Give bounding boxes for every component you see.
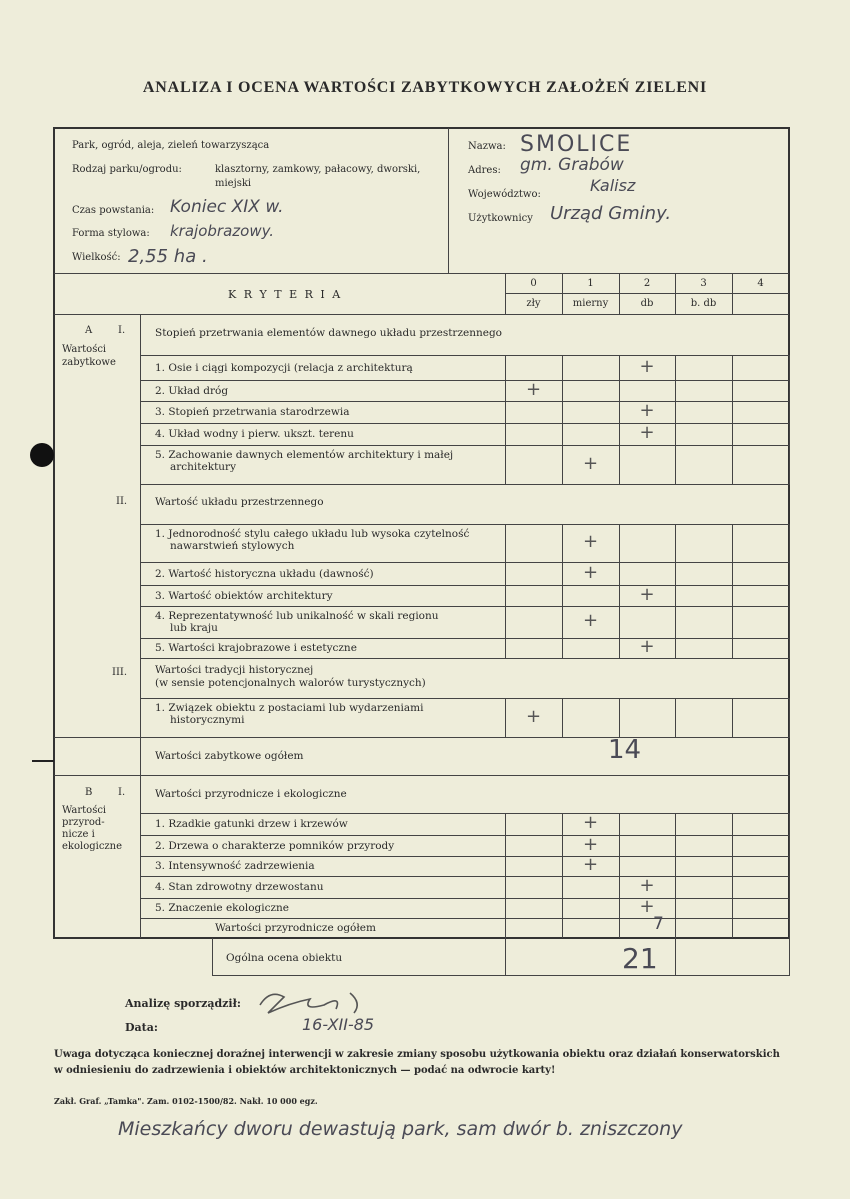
score-cell-divider-3 bbox=[675, 813, 676, 835]
zabytkowe-total-value: 14 bbox=[608, 735, 642, 765]
score-cell-divider-4 bbox=[732, 562, 733, 585]
total-cell-divider-3 bbox=[675, 918, 676, 938]
score-cell-divider-5 bbox=[789, 898, 790, 918]
score-cell-divider-3 bbox=[675, 445, 676, 484]
section-b-name-line4: ekologiczne bbox=[62, 841, 123, 852]
score-mark: + bbox=[639, 875, 655, 896]
section-b-letter: B bbox=[85, 787, 93, 798]
score-cell-divider-2 bbox=[619, 856, 620, 876]
criterion-text: 4. Układ wodny i pierw. ukszt. terenu bbox=[155, 428, 354, 440]
score-cell-divider-3 bbox=[675, 606, 676, 638]
score-cell-divider-4 bbox=[732, 606, 733, 638]
nazwa-label: Nazwa: bbox=[468, 141, 506, 152]
score-cell-divider-0 bbox=[505, 562, 506, 585]
row-line bbox=[140, 380, 790, 381]
score-cell-divider-3 bbox=[675, 585, 676, 606]
score-cell-divider-1 bbox=[562, 638, 563, 658]
criterion-text: 4. Stan zdrowotny drzewostanu bbox=[155, 881, 324, 893]
przyrodnicze-total-value: 7 bbox=[653, 914, 664, 934]
row-line bbox=[140, 737, 790, 738]
score-cell-divider-4 bbox=[732, 401, 733, 423]
score-cell-divider-0 bbox=[505, 898, 506, 918]
row-line bbox=[140, 401, 790, 402]
group-a3-bottom-line bbox=[140, 698, 790, 699]
score-header-divider-3 bbox=[675, 274, 676, 314]
score-mark: + bbox=[582, 833, 599, 855]
score-cell-divider-1 bbox=[562, 423, 563, 445]
total-cell-divider-1 bbox=[562, 918, 563, 938]
row-line bbox=[140, 585, 790, 586]
score-cell-divider-4 bbox=[732, 898, 733, 918]
score-cell-divider-3 bbox=[675, 355, 676, 380]
score-cell-divider-3 bbox=[675, 423, 676, 445]
section-b-name-line2: przyrod- bbox=[62, 817, 105, 828]
section-b-name-line1: Wartości bbox=[62, 805, 107, 816]
criterion-text-cont: historycznymi bbox=[170, 714, 245, 726]
score-cell-divider-5 bbox=[789, 835, 790, 856]
total-cell-divider-0 bbox=[505, 918, 506, 938]
overall-label: Ogólna ocena obiektu bbox=[226, 952, 343, 964]
score-cell-divider-1 bbox=[562, 876, 563, 898]
score-cell-divider-2 bbox=[619, 445, 620, 484]
criterion-text: 3. Stopień przetrwania starodrzewia bbox=[155, 406, 350, 418]
score-cell-divider-0 bbox=[505, 698, 506, 737]
criterion-text: 5. Zachowanie dawnych elementów architektury i małej bbox=[155, 449, 454, 461]
czas-label: Czas powstania: bbox=[72, 205, 155, 216]
row-line bbox=[140, 856, 790, 857]
score-cell-divider-4 bbox=[732, 835, 733, 856]
fold-mark bbox=[32, 760, 54, 762]
criterion-text: 1. Jednorodność stylu całego układu lub wysoka czytelność bbox=[155, 528, 470, 540]
row-line bbox=[140, 423, 790, 424]
overall-value: 21 bbox=[622, 942, 658, 975]
group-a1-bottom-line bbox=[140, 355, 790, 356]
score-cell-divider-1 bbox=[562, 562, 563, 585]
notice-line1: Uwaga dotycząca koniecznej doraźnej interwencji w zakresie zmiany sposobu użytkowania obiektu oraz działań konserwatorskich bbox=[54, 1049, 780, 1060]
total-cell-divider-2 bbox=[619, 918, 620, 938]
section-b-name-line3: nicze i bbox=[62, 829, 95, 840]
section-a-name-line1: Wartości bbox=[62, 344, 107, 355]
criteria-header-bottom-line bbox=[54, 314, 789, 315]
data-value: 16-XII-85 bbox=[302, 1015, 375, 1034]
score-header-divider-1 bbox=[562, 274, 563, 314]
score-cell-divider-0 bbox=[505, 355, 506, 380]
notice-line2: w odniesieniu do zadrzewienia i obiektów architektonicznych — podać na odwrocie karty! bbox=[54, 1065, 556, 1076]
score-cell-divider-5 bbox=[789, 524, 790, 562]
header-bottom-line bbox=[54, 273, 789, 274]
section-a-letter: A bbox=[85, 325, 93, 336]
czas-value: Koniec XIX w. bbox=[170, 197, 284, 217]
score-cell-divider-5 bbox=[789, 638, 790, 658]
score-header-3: 3 bbox=[700, 278, 707, 289]
section-a-total-line bbox=[54, 737, 141, 738]
score-cell-divider-2 bbox=[619, 835, 620, 856]
score-cell-divider-2 bbox=[619, 898, 620, 918]
score-cell-divider-4 bbox=[732, 380, 733, 401]
group-a1-title: Stopień przetrwania elementów dawnego układu przestrzennego bbox=[155, 327, 502, 339]
rating-header-1: mierny bbox=[572, 298, 609, 309]
score-cell-divider-2 bbox=[619, 876, 620, 898]
nazwa-value: SMOLICE bbox=[520, 132, 633, 157]
score-cell-divider-3 bbox=[675, 524, 676, 562]
score-cell-divider-2 bbox=[619, 401, 620, 423]
score-mark: + bbox=[582, 561, 599, 583]
score-cell-divider-0 bbox=[505, 606, 506, 638]
score-mark: + bbox=[582, 531, 599, 552]
row-line bbox=[140, 918, 790, 919]
score-header-divider-0 bbox=[505, 274, 506, 314]
score-cell-divider-1 bbox=[562, 835, 563, 856]
score-cell-divider-0 bbox=[505, 876, 506, 898]
score-mark: + bbox=[639, 896, 655, 917]
forma-label: Forma stylowa: bbox=[72, 228, 150, 239]
group-a2-bottom-line bbox=[140, 524, 790, 525]
score-mark: + bbox=[582, 610, 599, 631]
criterion-text-cont: lub kraju bbox=[170, 622, 218, 634]
score-cell-divider-1 bbox=[562, 813, 563, 835]
print-info: Zakł. Graf. „Tamka". Zam. 0102-1500/82. Nakł. 10 000 egz. bbox=[54, 1096, 318, 1106]
header-divider bbox=[448, 128, 449, 273]
score-header-2: 2 bbox=[643, 278, 651, 289]
overall-divider-2 bbox=[675, 938, 676, 976]
criterion-text: 1. Rzadkie gatunki drzew i krzewów bbox=[155, 818, 348, 830]
score-cell-divider-4 bbox=[732, 445, 733, 484]
score-cell-divider-3 bbox=[675, 380, 676, 401]
group-a3-title-line1: Wartości tradycji historycznej bbox=[155, 664, 314, 676]
criterion-text: 1. Osie i ciągi kompozycji (relacja z architekturą bbox=[155, 361, 413, 374]
score-cell-divider-0 bbox=[505, 835, 506, 856]
score-cell-divider-3 bbox=[675, 698, 676, 737]
score-mark: + bbox=[639, 422, 655, 443]
score-cell-divider-2 bbox=[619, 423, 620, 445]
score-mark: + bbox=[525, 378, 542, 400]
total-cell-divider-4 bbox=[732, 918, 733, 938]
score-cell-divider-2 bbox=[619, 813, 620, 835]
score-cell-divider-3 bbox=[675, 401, 676, 423]
przyrodnicze-total-label: Wartości przyrodnicze ogółem bbox=[215, 922, 376, 934]
group-a3-title-line2: (w sensie potencjonalnych walorów turystycznych) bbox=[155, 677, 426, 689]
score-cell-divider-4 bbox=[732, 698, 733, 737]
criterion-text: 2. Wartość historyczna układu (dawność) bbox=[155, 567, 374, 580]
score-cell-divider-5 bbox=[789, 445, 790, 484]
section-a-roman2: II. bbox=[116, 496, 128, 507]
criterion-text-cont: nawarstwień stylowych bbox=[170, 540, 295, 552]
score-cell-divider-5 bbox=[789, 355, 790, 380]
score-cell-divider-3 bbox=[675, 876, 676, 898]
criterion-text: 5. Wartości krajobrazowe i estetyczne bbox=[155, 642, 357, 654]
rodzaj-label: Rodzaj parku/ogrodu: bbox=[72, 164, 182, 175]
score-cell-divider-1 bbox=[562, 445, 563, 484]
section-a-name-line2: zabytkowe bbox=[62, 357, 116, 368]
park-type-label: Park, ogród, aleja, zieleń towarzysząca bbox=[72, 140, 270, 151]
group-b1-title: Wartości przyrodnicze i ekologiczne bbox=[155, 788, 347, 800]
score-cell-divider-0 bbox=[505, 585, 506, 606]
score-cell-divider-4 bbox=[732, 856, 733, 876]
criterion-text: 5. Znaczenie ekologiczne bbox=[155, 902, 290, 914]
score-cell-divider-2 bbox=[619, 698, 620, 737]
adres-label: Adres: bbox=[468, 165, 501, 176]
section-b-top-line bbox=[54, 775, 141, 776]
score-cell-divider-3 bbox=[675, 856, 676, 876]
score-mark: + bbox=[525, 705, 542, 727]
score-cell-divider-5 bbox=[789, 562, 790, 585]
score-cell-divider-4 bbox=[732, 423, 733, 445]
rating-header-0: zły bbox=[526, 298, 541, 309]
score-cell-divider-4 bbox=[732, 813, 733, 835]
score-cell-divider-0 bbox=[505, 856, 506, 876]
row-line bbox=[140, 638, 790, 639]
data-label: Data: bbox=[125, 1021, 158, 1034]
wielkosc-label: Wielkość: bbox=[72, 252, 121, 263]
score-cell-divider-5 bbox=[789, 401, 790, 423]
analiza-signature bbox=[250, 985, 380, 1019]
score-cell-divider-5 bbox=[789, 606, 790, 638]
row-line bbox=[140, 898, 790, 899]
score-header-mid-line bbox=[505, 293, 789, 294]
score-cell-divider-1 bbox=[562, 355, 563, 380]
score-mark: + bbox=[639, 636, 655, 657]
score-cell-divider-4 bbox=[732, 638, 733, 658]
section-b-roman: I. bbox=[118, 787, 126, 798]
score-cell-divider-1 bbox=[562, 585, 563, 606]
criterion-text: 2. Układ dróg bbox=[155, 384, 229, 397]
score-cell-divider-1 bbox=[562, 698, 563, 737]
score-cell-divider-2 bbox=[619, 638, 620, 658]
score-cell-divider-1 bbox=[562, 898, 563, 918]
score-cell-divider-0 bbox=[505, 423, 506, 445]
analiza-label: Analizę sporządził: bbox=[125, 997, 241, 1010]
uzytkownicy-value: Urząd Gminy. bbox=[550, 203, 672, 224]
handwritten-note: Mieszkańcy dworu dewastują park, sam dwór b. zniszczony bbox=[118, 1118, 683, 1140]
score-header-4: 4 bbox=[757, 278, 764, 289]
row-line bbox=[140, 835, 790, 836]
score-cell-divider-0 bbox=[505, 380, 506, 401]
score-mark: + bbox=[582, 452, 599, 474]
score-cell-divider-3 bbox=[675, 835, 676, 856]
rodzaj-options-line1: klasztorny, zamkowy, pałacowy, dworski, bbox=[215, 164, 421, 175]
row-line bbox=[140, 876, 790, 877]
score-cell-divider-2 bbox=[619, 524, 620, 562]
score-cell-divider-0 bbox=[505, 445, 506, 484]
score-cell-divider-3 bbox=[675, 562, 676, 585]
score-cell-divider-1 bbox=[562, 524, 563, 562]
criterion-text: 3. Intensywność zadrzewienia bbox=[155, 860, 315, 872]
row-line bbox=[140, 445, 790, 446]
rating-header-2: db bbox=[640, 298, 654, 309]
score-cell-divider-2 bbox=[619, 585, 620, 606]
score-mark: + bbox=[639, 400, 655, 421]
score-header-divider-2 bbox=[619, 274, 620, 314]
criterion-text-cont: architektury bbox=[170, 461, 237, 473]
uzytkownicy-label: Użytkownicy bbox=[468, 213, 533, 224]
wojewodztwo-label: Województwo: bbox=[468, 189, 541, 200]
score-cell-divider-2 bbox=[619, 355, 620, 380]
zabytkowe-total-bottom-line bbox=[140, 775, 790, 776]
score-mark: + bbox=[582, 854, 599, 875]
score-cell-divider-1 bbox=[562, 606, 563, 638]
rating-header-3: b. db bbox=[690, 298, 717, 309]
score-cell-divider-5 bbox=[789, 423, 790, 445]
score-cell-divider-5 bbox=[789, 698, 790, 737]
row-line bbox=[140, 562, 790, 563]
group-b1-bottom-line bbox=[140, 813, 790, 814]
score-cell-divider-3 bbox=[675, 898, 676, 918]
score-mark: + bbox=[582, 812, 599, 833]
criterion-text: 2. Drzewa o charakterze pomników przyrody bbox=[155, 839, 395, 852]
score-cell-divider-5 bbox=[789, 876, 790, 898]
row-line bbox=[140, 484, 790, 485]
section-a-roman: I. bbox=[118, 325, 126, 336]
score-mark: + bbox=[639, 355, 655, 377]
score-cell-divider-5 bbox=[789, 813, 790, 835]
score-cell-divider-4 bbox=[732, 585, 733, 606]
score-cell-divider-0 bbox=[505, 401, 506, 423]
score-cell-divider-4 bbox=[732, 524, 733, 562]
wielkosc-value: 2,55 ha . bbox=[128, 246, 208, 267]
score-cell-divider-2 bbox=[619, 380, 620, 401]
forma-value: krajobrazowy. bbox=[170, 222, 275, 240]
row-line bbox=[140, 606, 790, 607]
score-cell-divider-5 bbox=[789, 585, 790, 606]
score-cell-divider-0 bbox=[505, 638, 506, 658]
score-cell-divider-4 bbox=[732, 876, 733, 898]
adres-value: gm. Grabów bbox=[520, 155, 624, 175]
score-cell-divider-1 bbox=[562, 856, 563, 876]
kryteria-header: K R Y T E R I A bbox=[228, 288, 343, 301]
criterion-text: 4. Reprezentatywność lub unikalność w skali regionu bbox=[155, 610, 439, 622]
criterion-text: 3. Wartość obiektów architektury bbox=[155, 589, 333, 602]
score-cell-divider-1 bbox=[562, 401, 563, 423]
criterion-text: 1. Związek obiektu z postaciami lub wydarzeniami bbox=[155, 702, 424, 714]
score-mark: + bbox=[639, 583, 655, 605]
overall-divider-1 bbox=[505, 938, 506, 976]
score-cell-divider-2 bbox=[619, 606, 620, 638]
total-cell-divider-5 bbox=[789, 918, 790, 938]
section-a-roman3: III. bbox=[112, 667, 128, 678]
score-cell-divider-5 bbox=[789, 380, 790, 401]
document-title: ANALIZA I OCENA WARTOŚCI ZABYTKOWYCH ZAŁOŻEŃ ZIELENI bbox=[142, 79, 708, 96]
zabytkowe-total-label: Wartości zabytkowe ogółem bbox=[155, 750, 304, 762]
wojewodztwo-value: Kalisz bbox=[590, 176, 636, 195]
score-cell-divider-4 bbox=[732, 355, 733, 380]
score-cell-divider-5 bbox=[789, 856, 790, 876]
score-header-divider-4 bbox=[732, 274, 733, 314]
score-cell-divider-0 bbox=[505, 524, 506, 562]
row-line bbox=[140, 658, 790, 659]
score-header-0: 0 bbox=[530, 278, 537, 289]
group-a2-title: Wartość układu przestrzennego bbox=[155, 496, 324, 508]
score-cell-divider-1 bbox=[562, 380, 563, 401]
category-column-divider bbox=[140, 314, 141, 938]
score-cell-divider-2 bbox=[619, 562, 620, 585]
score-cell-divider-3 bbox=[675, 638, 676, 658]
score-header-1: 1 bbox=[587, 278, 594, 289]
punch-hole bbox=[30, 443, 54, 467]
rodzaj-options-line2: miejski bbox=[215, 178, 252, 189]
score-cell-divider-0 bbox=[505, 813, 506, 835]
